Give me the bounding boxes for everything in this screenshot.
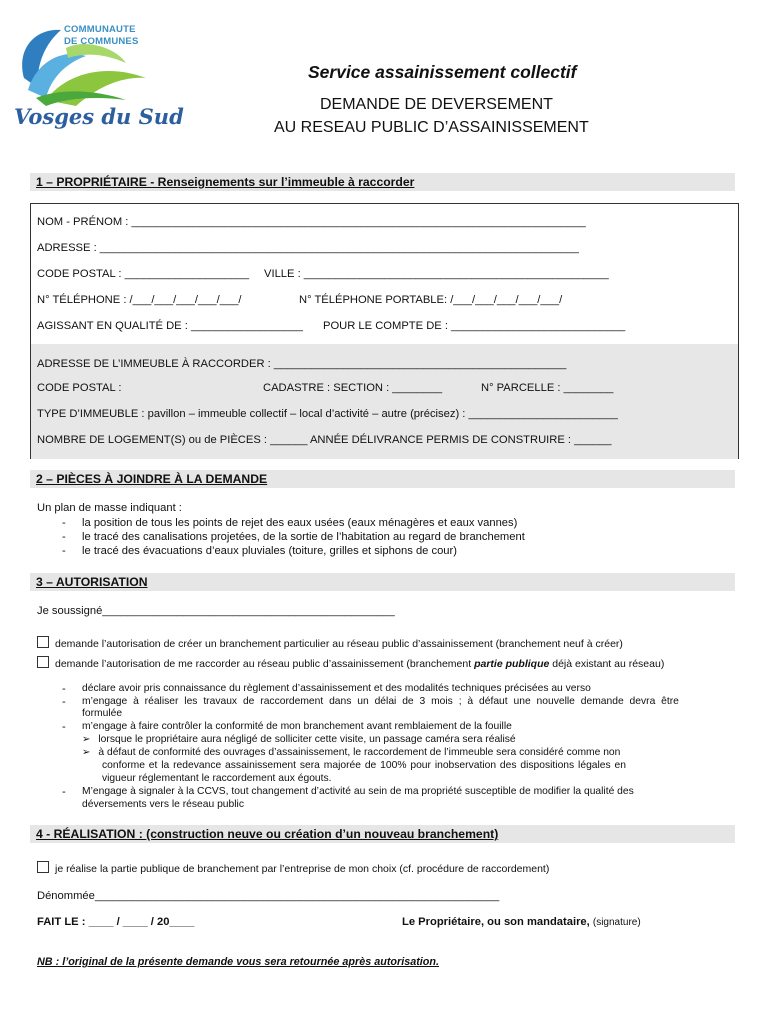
sub-list-item: ➢ lorsque le propriétaire aura négligé de solliciter cette visite, un passage caméra sera réalisé bbox=[82, 734, 516, 745]
field-fait-le[interactable]: FAIT LE : ____ / ____ / 20____ bbox=[37, 916, 195, 928]
nb-note: NB : l’original de la présente demande vous sera retournée après autorisation. bbox=[37, 956, 439, 968]
field-adresse-immeuble[interactable]: ADRESSE DE L’IMMEUBLE À RACCORDER : _______________________________________________ bbox=[37, 358, 567, 370]
arrow-bullet-icon: ➢ bbox=[82, 747, 91, 758]
sub-list-item: ➢ à défaut de conformité des ouvrages d’assainissement, le raccordement de l’immeuble sera considéré comme non bbox=[82, 747, 621, 758]
section-2-title: 2 – PIÈCES À JOINDRE À LA DEMANDE bbox=[36, 472, 268, 486]
bullet-dash: - bbox=[62, 683, 66, 695]
list-item-continuation: déversements vers le réseau public bbox=[82, 799, 244, 810]
bullet-dash: - bbox=[62, 531, 66, 543]
signature-label: (signature) bbox=[592, 917, 641, 928]
bullet-dash: - bbox=[62, 786, 66, 798]
list-item: M’engage à signaler à la CCVS, tout changement d’activité au sein de ma propriété susceptible de modifier la qualité des bbox=[82, 786, 634, 797]
list-item: la position de tous les points de rejet des eaux usées (eaux ménagères et eaux vannes) bbox=[82, 517, 518, 529]
bullet-dash: - bbox=[62, 545, 66, 557]
bullet-dash: - bbox=[62, 517, 66, 529]
field-type-immeuble[interactable]: TYPE D’IMMEUBLE : pavillon – immeuble collectif – local d’activité – autre (précisez) : ________________________ bbox=[37, 408, 618, 420]
section-2-intro: Un plan de masse indiquant : bbox=[37, 502, 182, 514]
signature-line bbox=[402, 916, 641, 928]
arrow-bullet-icon: ➢ bbox=[82, 734, 91, 745]
list-item-continuation: formulée bbox=[82, 708, 123, 719]
field-compte[interactable]: POUR LE COMPTE DE : ____________________________ bbox=[323, 320, 626, 332]
owner-info-box bbox=[30, 203, 739, 459]
field-logements[interactable]: NOMBRE DE LOGEMENT(S) ou de PIÈCES : ______ ANNÉE DÉLIVRANCE PERMIS DE CONSTRUIRE : ______ bbox=[37, 434, 612, 446]
document-title-line-2: AU RESEAU PUBLIC D’ASSAINISSEMENT bbox=[274, 119, 589, 136]
list-item: le tracé des évacuations d’eaux pluviales (toiture, grilles et siphons de cour) bbox=[82, 545, 457, 557]
sub-list-item-continuation: vigueur réglementant le raccordement aux égouts. bbox=[102, 773, 332, 784]
checkbox-label-end: déjà existant au réseau) bbox=[549, 658, 665, 670]
bullet-dash: - bbox=[62, 721, 66, 733]
section-1-title: 1 – PROPRIÉTAIRE - Renseignements sur l’immeuble à raccorder bbox=[36, 175, 415, 189]
checkbox-label: je réalise la partie publique de branchement par l’entreprise de mon choix (cf. procédure de raccordement) bbox=[55, 863, 550, 875]
checkbox[interactable] bbox=[37, 861, 49, 873]
checkbox-label: demande l’autorisation de créer un branchement particulier au réseau public d’assainissement (branchement neuf à créer) bbox=[55, 638, 623, 650]
field-adresse[interactable]: ADRESSE : _____________________________________________________________________________ bbox=[37, 242, 579, 254]
org-line-2: DE COMMUNES bbox=[64, 36, 139, 47]
field-code-postal-immeuble[interactable]: CODE POSTAL : bbox=[37, 382, 122, 394]
document-title-line-1: DEMANDE DE DEVERSEMENT bbox=[320, 96, 553, 113]
service-title: Service assainissement collectif bbox=[308, 62, 577, 82]
checkbox-label: demande l’autorisation de me raccorder au réseau public d’assainissement (branchement bbox=[55, 658, 475, 670]
list-item: le tracé des canalisations projetées, de la sortie de l’habitation au regard de branchement bbox=[82, 531, 525, 543]
checkbox-row-realisation[interactable] bbox=[37, 861, 549, 875]
field-cadastre[interactable]: CADASTRE : SECTION : ________ bbox=[263, 382, 443, 394]
bullet-dash: - bbox=[62, 696, 66, 708]
section-3-title: 3 – AUTORISATION bbox=[36, 575, 148, 589]
checkbox-label-emphasis: partie publique bbox=[474, 658, 550, 670]
checkbox[interactable] bbox=[37, 636, 49, 648]
field-soussigne[interactable]: Je soussigné_______________________________________________ bbox=[37, 605, 395, 617]
proprietaire-label: Le Propriétaire, ou son mandataire, bbox=[402, 916, 590, 928]
field-nom[interactable]: NOM - PRÉNOM : _________________________________________________________________________ bbox=[37, 216, 586, 228]
field-qualite[interactable]: AGISSANT EN QUALITÉ DE : __________________ bbox=[37, 320, 303, 332]
brand-name: Vosges du Sud bbox=[14, 104, 184, 129]
list-item: m’engage à réaliser les travaux de raccordement dans un délai de 3 mois ; à défaut une nouvelle demande devra être bbox=[82, 696, 679, 707]
field-ville[interactable]: VILLE : _________________________________________________ bbox=[264, 268, 609, 280]
list-item: m’engage à faire contrôler la conformité de mon branchement avant remblaiement de la fouille bbox=[82, 721, 512, 732]
list-item: déclare avoir pris connaissance du règlement d’assainissement et des modalités techniques précisées au verso bbox=[82, 683, 591, 694]
checkbox-row-branchement-neuf[interactable] bbox=[37, 636, 623, 650]
checkbox-row-raccordement[interactable] bbox=[37, 656, 664, 670]
field-code-postal[interactable]: CODE POSTAL : ____________________ bbox=[37, 268, 250, 280]
field-parcelle[interactable]: N° PARCELLE : ________ bbox=[481, 382, 614, 394]
sub-list-item-continuation: conforme et la redevance assainissement sera majorée de 100% pour inobservation des dispositions légales en bbox=[102, 760, 626, 771]
section-4-title: 4 - RÉALISATION : (construction neuve ou création d’un nouveau branchement) bbox=[36, 827, 499, 841]
logo bbox=[6, 18, 184, 133]
org-line-1: COMMUNAUTE bbox=[64, 24, 136, 35]
field-telephone[interactable]: N° TÉLÉPHONE : /___/___/___/___/___/ bbox=[37, 294, 242, 306]
field-telephone-portable[interactable]: N° TÉLÉPHONE PORTABLE: /___/___/___/___/___/ bbox=[299, 294, 563, 306]
field-denommee[interactable]: Dénommée_________________________________________________________________ bbox=[37, 890, 500, 902]
checkbox[interactable] bbox=[37, 656, 49, 668]
